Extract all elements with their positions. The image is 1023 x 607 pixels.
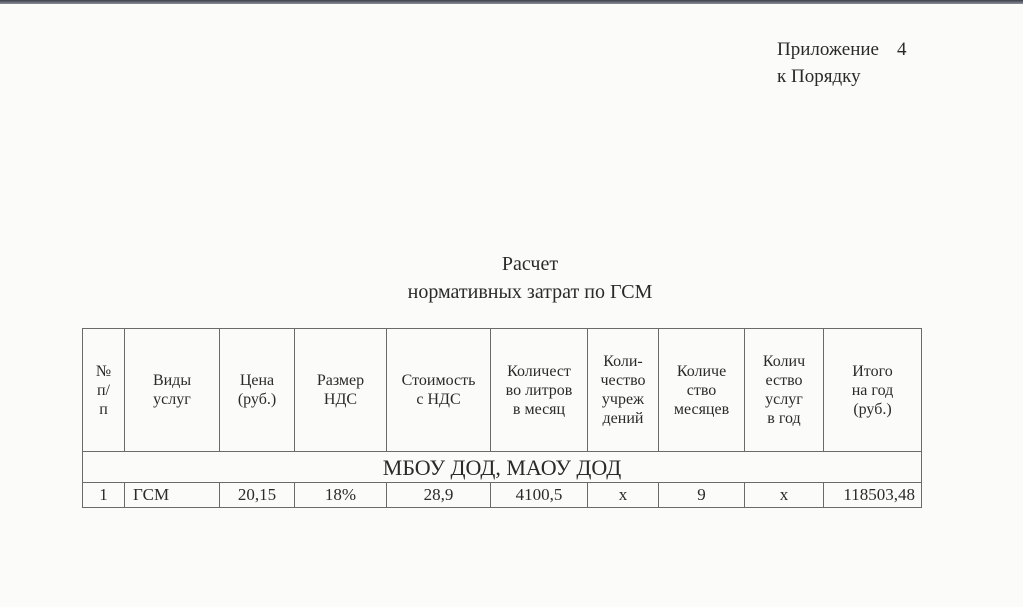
section-title: МБОУ ДОД, МАОУ ДОД	[83, 452, 922, 483]
header-cell: Виды услуг	[125, 329, 220, 452]
appendix-line-1	[777, 36, 906, 63]
scan-top-edge	[0, 0, 1023, 4]
cell-service-type: ГСМ	[125, 483, 220, 508]
cell-liters-per-month: 4100,5	[491, 483, 588, 508]
header-cell: Цена (руб.)	[220, 329, 295, 452]
cell-price: 20,15	[220, 483, 295, 508]
cell-vat-rate: 18%	[295, 483, 387, 508]
appendix-label	[777, 36, 906, 90]
appendix-number: 4	[896, 39, 907, 60]
header-cell: Количест во литров в месяц	[491, 329, 588, 452]
cell-number: 1	[83, 483, 125, 508]
calculation-table	[82, 328, 922, 508]
header-cell: Итого на год (руб.)	[824, 329, 922, 452]
appendix-word: Приложение	[777, 39, 879, 60]
title-line-1: Расчет	[501, 253, 559, 275]
header-cell: Количе ство месяцев	[659, 329, 745, 452]
header-cell: Коли- чество учреж дений	[588, 329, 659, 452]
title-line-2: нормативных затрат по ГСМ	[407, 281, 653, 303]
cell-total-per-year: 118503,48	[824, 483, 922, 508]
table-section-row	[83, 452, 922, 483]
table-header-row	[83, 329, 922, 452]
table-row	[83, 483, 922, 508]
cell-cost-with-vat: 28,9	[387, 483, 491, 508]
document-title	[300, 250, 760, 306]
header-cell: Колич ество услуг в год	[745, 329, 824, 452]
header-cell: Размер НДС	[295, 329, 387, 452]
cell-services-per-year: x	[745, 483, 824, 508]
cell-institutions: x	[588, 483, 659, 508]
appendix-line-2: к Порядку	[777, 66, 861, 87]
cell-months: 9	[659, 483, 745, 508]
header-cell: Стоимость с НДС	[387, 329, 491, 452]
header-cell: № п/ п	[83, 329, 125, 452]
